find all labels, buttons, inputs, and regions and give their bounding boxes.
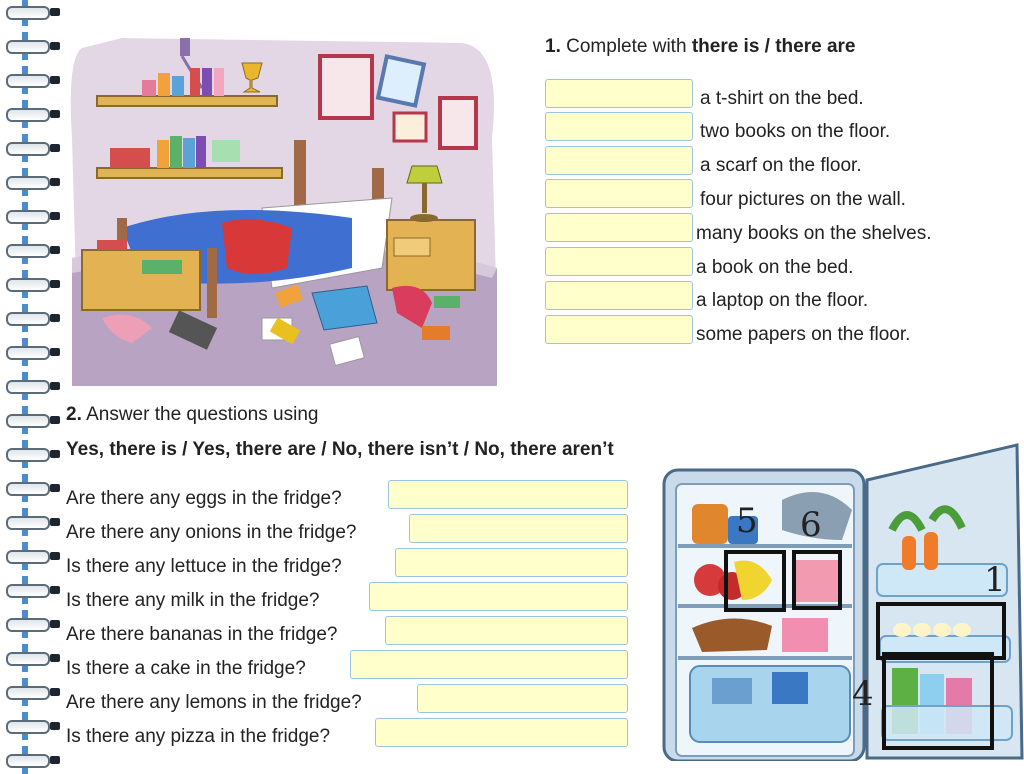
spiral-ring — [6, 278, 60, 290]
ex2-question-7: Are there any lemons in the fridge? — [66, 692, 362, 713]
spiral-ring — [6, 652, 60, 664]
answer-box-2-8[interactable] — [375, 718, 628, 747]
answer-box-1-3[interactable] — [545, 146, 693, 175]
ex1-sentence-3: a scarf on the floor. — [700, 155, 862, 176]
ex1-sentence-2: two books on the floor. — [700, 121, 891, 142]
spiral-ring — [6, 720, 60, 732]
spiral-ring — [6, 142, 60, 154]
ex2-question-4: Is there any milk in the fridge? — [66, 590, 320, 611]
exercise-2-instruction: Answer the questions using — [86, 404, 319, 425]
ex2-question-3: Is there any lettuce in the fridge? — [66, 556, 342, 577]
handwritten-number-6: 6 — [800, 505, 822, 545]
ex1-sentence-8: some papers on the floor. — [696, 324, 911, 345]
answer-box-2-5[interactable] — [385, 616, 628, 645]
answer-box-1-5[interactable] — [545, 213, 693, 242]
spiral-ring — [6, 176, 60, 188]
spiral-ring — [6, 210, 60, 222]
spiral-ring — [6, 40, 60, 52]
answer-box-1-7[interactable] — [545, 281, 693, 310]
answer-box-2-3[interactable] — [395, 548, 628, 577]
exercise-2-title — [66, 404, 318, 426]
spiral-ring — [6, 346, 60, 358]
ex2-question-5: Are there bananas in the fridge? — [66, 624, 338, 645]
exercise-1-number: 1. — [545, 36, 561, 57]
fridge-illustration — [662, 440, 1024, 761]
ex1-sentence-1: a t-shirt on the bed. — [700, 88, 864, 109]
spiral-binding — [0, 0, 60, 761]
ex2-question-1: Are there any eggs in the fridge? — [66, 488, 342, 509]
answer-box-2-1[interactable] — [388, 480, 628, 509]
answer-box-2-2[interactable] — [409, 514, 628, 543]
exercise-1-instruction: Complete with — [566, 36, 687, 57]
spiral-ring — [6, 482, 60, 494]
ex1-sentence-7: a laptop on the floor. — [696, 290, 869, 311]
answer-box-1-1[interactable] — [545, 79, 693, 108]
exercise-1-instruction-bold: there is / there are — [691, 36, 856, 57]
handwritten-number-5: 5 — [736, 501, 758, 541]
ex2-question-8: Is there any pizza in the fridge? — [66, 726, 331, 747]
exercise-1-title — [545, 36, 856, 58]
spiral-ring — [6, 584, 60, 596]
ex1-sentence-6: a book on the bed. — [696, 257, 854, 278]
answer-box-1-2[interactable] — [545, 112, 693, 141]
answer-box-2-7[interactable] — [417, 684, 628, 713]
bedroom-illustration — [62, 18, 502, 390]
answer-box-2-4[interactable] — [369, 582, 628, 611]
answer-box-1-4[interactable] — [545, 179, 693, 208]
answer-box-2-6[interactable] — [350, 650, 628, 679]
spiral-ring — [6, 754, 60, 766]
handwritten-number-1: 1 — [984, 560, 1006, 600]
spiral-ring — [6, 312, 60, 324]
ex2-question-2: Are there any onions in the fridge? — [66, 522, 357, 543]
spiral-ring — [6, 108, 60, 120]
answer-box-1-8[interactable] — [545, 315, 693, 344]
spiral-ring — [6, 6, 60, 18]
spiral-ring — [6, 380, 60, 392]
exercise-2-options: Yes, there is / Yes, there are / No, there isn’t / No, there aren’t — [66, 439, 614, 460]
spiral-ring — [6, 550, 60, 562]
spiral-ring — [6, 244, 60, 256]
spiral-ring — [6, 414, 60, 426]
handwritten-number-4: 4 — [852, 674, 874, 714]
ex1-sentence-5: many books on the shelves. — [696, 223, 932, 244]
ex2-question-6: Is there a cake in the fridge? — [66, 658, 306, 679]
exercise-2-number: 2. — [66, 404, 82, 425]
answer-box-1-6[interactable] — [545, 247, 693, 276]
ex1-sentence-4: four pictures on the wall. — [700, 189, 906, 210]
spiral-ring — [6, 686, 60, 698]
spiral-ring — [6, 448, 60, 460]
spiral-ring — [6, 618, 60, 630]
spiral-ring — [6, 74, 60, 86]
spiral-ring — [6, 516, 60, 528]
